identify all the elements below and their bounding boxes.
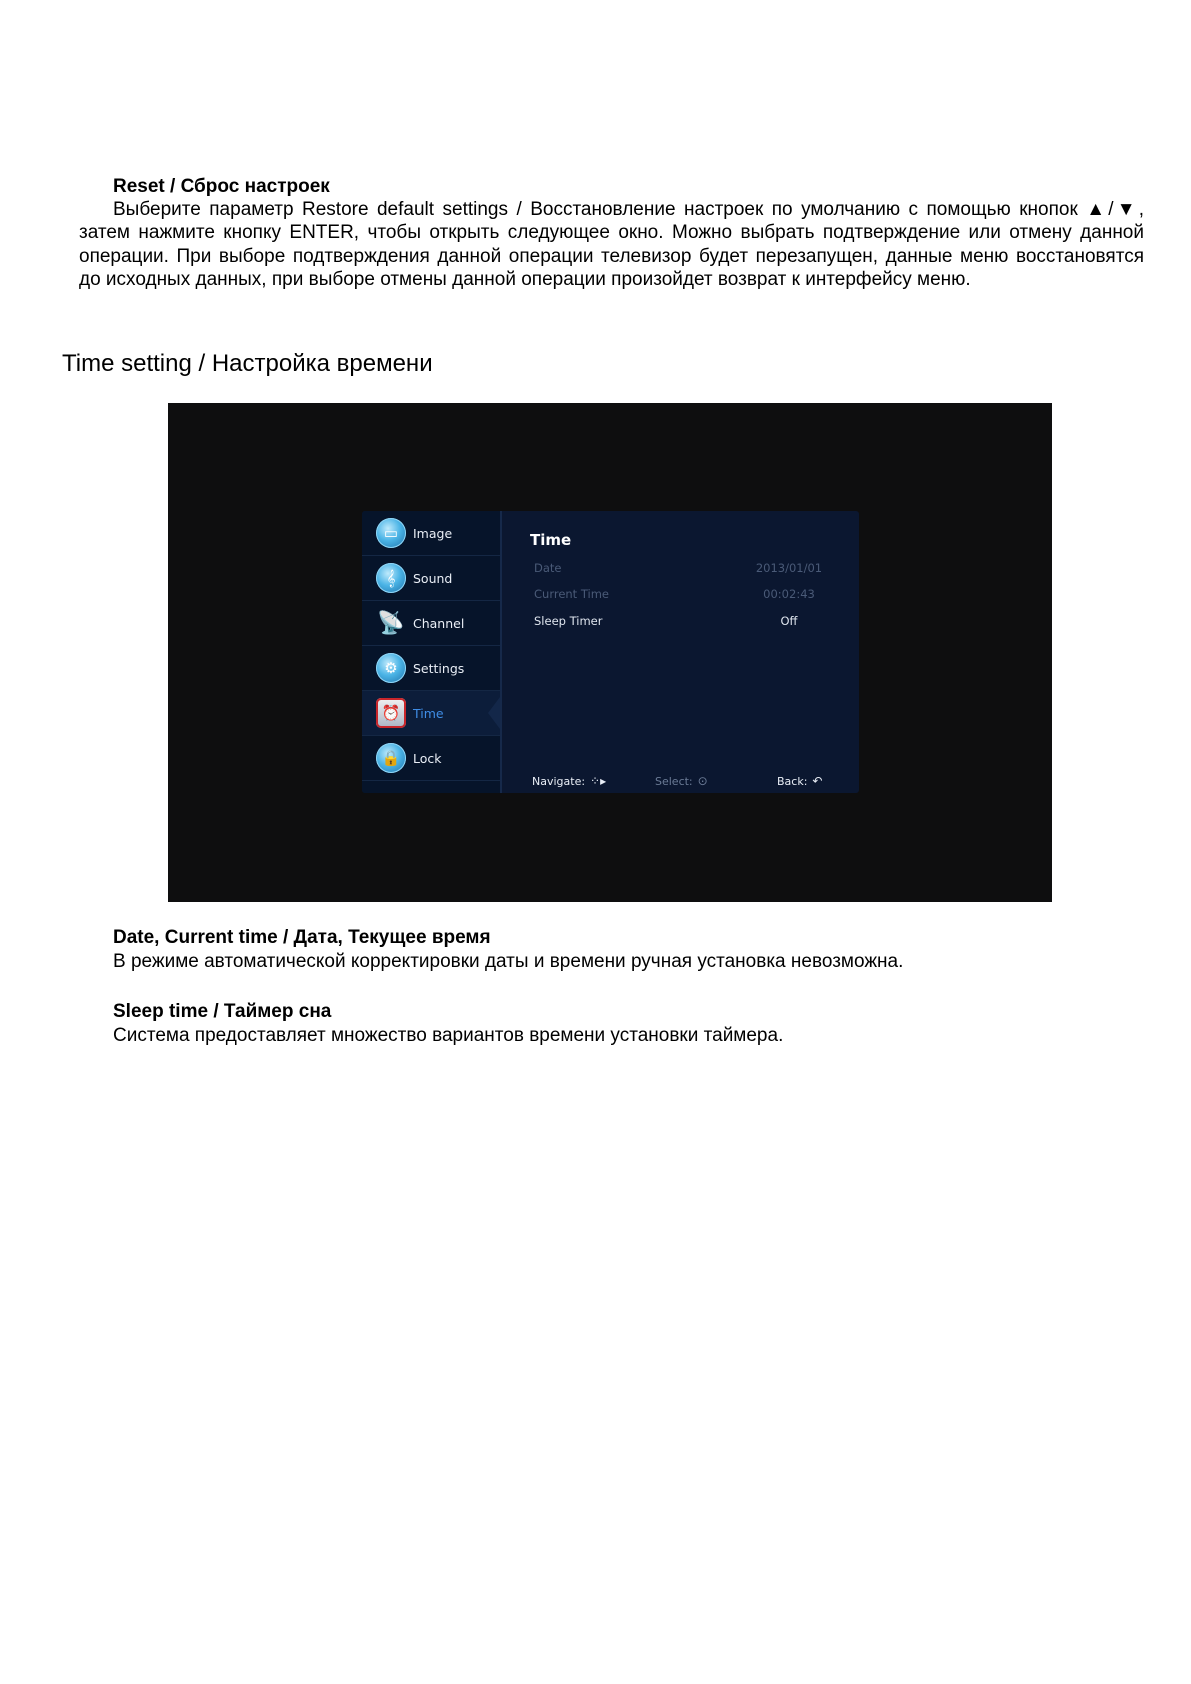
sidebar-item-label: Settings xyxy=(413,660,465,676)
row-label: Sleep Timer xyxy=(534,614,603,628)
navigate-hint xyxy=(532,773,606,789)
sleep-time-text: Система предоставляет множество вариантов времени установки таймера. xyxy=(113,1025,784,1046)
sidebar-item-lock[interactable] xyxy=(362,736,500,781)
satellite-dish-icon: 📡 xyxy=(377,610,405,635)
sidebar-item-channel[interactable] xyxy=(362,601,500,646)
menu-sidebar xyxy=(362,511,500,793)
sidebar-item-label: Time xyxy=(413,705,444,721)
row-label: Date xyxy=(534,561,562,575)
sidebar-item-time[interactable] xyxy=(362,691,500,736)
sidebar-item-label: Image xyxy=(413,525,453,541)
sidebar-item-image[interactable] xyxy=(362,511,500,556)
content-title: Time xyxy=(530,531,572,549)
row-label: Current Time xyxy=(534,587,609,601)
back-hint xyxy=(777,773,822,789)
navigate-label: Navigate: xyxy=(532,774,586,788)
image-icon: ▭ xyxy=(376,518,406,548)
lock-icon: 🔒 xyxy=(376,743,406,773)
navigate-icon: ⁘▸ xyxy=(590,774,607,788)
row-value: 2013/01/01 xyxy=(755,561,823,575)
select-icon: ⊙ xyxy=(697,774,708,788)
sidebar-item-settings[interactable] xyxy=(362,646,500,691)
back-label: Back: xyxy=(777,774,808,788)
sidebar-item-label: Channel xyxy=(413,615,465,631)
sidebar-divider xyxy=(500,511,502,793)
date-time-heading: Date, Current time / Дата, Текущее время xyxy=(113,927,491,948)
sound-icon: 𝄞 xyxy=(376,563,406,593)
row-value: 00:02:43 xyxy=(763,587,815,601)
section-title: Time setting / Настройка времени xyxy=(62,350,433,377)
back-icon: ↶ xyxy=(812,774,823,788)
select-hint xyxy=(655,773,708,789)
sidebar-item-sound[interactable] xyxy=(362,556,500,601)
reset-heading: Reset / Сброс настроек xyxy=(113,176,330,197)
tv-screenshot xyxy=(168,403,1052,902)
sidebar-item-label: Lock xyxy=(413,750,442,766)
settings-icon: ⚙ xyxy=(376,653,406,683)
menu-panel xyxy=(362,511,859,793)
date-row xyxy=(534,561,824,581)
reset-paragraph xyxy=(79,198,1144,291)
sleep-timer-row[interactable] xyxy=(534,614,824,634)
row-value[interactable]: Off xyxy=(780,614,798,628)
alarm-clock-icon: ⏰ xyxy=(376,698,406,728)
sleep-time-heading: Sleep time / Таймер сна xyxy=(113,1001,332,1022)
reset-paragraph-text: Выберите параметр Restore default settings / Восстановление настроек по умолчанию с помощью кнопок ▲/▼, затем нажмите кнопку ENTER, чтобы открыть следующее окно. Можно выбрать подтверждение или отмену данной операции. При выборе подтверждения данной операции телевизор будет перезапущен, данные меню восстановятся до исходных данных, при выборе отмены данной операции произойдет возврат к интерфейсу меню. xyxy=(79,199,1144,290)
sidebar-item-label: Sound xyxy=(413,570,453,586)
selection-indicator xyxy=(488,697,500,729)
current-time-row xyxy=(534,587,824,607)
select-label: Select: xyxy=(655,774,693,788)
date-time-text: В режиме автоматической корректировки даты и времени ручная установка невозможна. xyxy=(113,951,904,972)
